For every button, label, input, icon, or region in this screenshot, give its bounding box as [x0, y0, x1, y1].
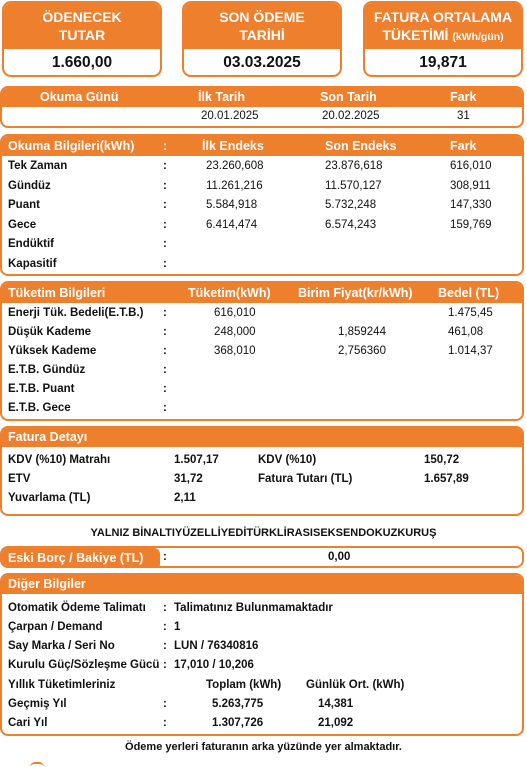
- invoice-total-value: 1.657,89: [424, 473, 469, 485]
- consumption-section: [0, 281, 524, 421]
- yearly-row-colon: :: [163, 717, 167, 729]
- consumption-header-unit-price: Birim Fiyat(kr/kWh): [298, 286, 413, 300]
- yearly-header-daily: Günlük Ort. (kWh): [306, 679, 405, 691]
- other-info-row-label: Otomatik Ödeme Talimatı: [8, 602, 146, 614]
- yearly-row-label: Cari Yıl: [8, 717, 48, 729]
- kdv-value: 150,72: [424, 454, 460, 466]
- consumption-row-colon: :: [163, 383, 167, 395]
- reading-row-first-index: 23.260,608: [206, 160, 264, 172]
- reading-row-first-index: 5.584,918: [206, 199, 258, 211]
- consumption-row-amount: 1.014,37: [448, 345, 493, 357]
- etv-value: 31,72: [174, 473, 203, 485]
- due-date-value: 03.03.2025: [223, 54, 301, 71]
- consumption-header-amount: Bedel (TL): [438, 286, 500, 300]
- consumption-row-label: E.T.B. Gece: [8, 402, 71, 414]
- amount-in-words: YALNIZ BİNALTIYÜZELLİYEDİTÜRKLİRASISEKSENDOKUZKURUŞ: [90, 527, 437, 539]
- due-title-line1: SON ÖDEME: [219, 9, 305, 25]
- consumption-row-label: Düşük Kademe: [8, 326, 92, 338]
- old-debt-value: 0,00: [328, 551, 351, 563]
- other-info-section: [0, 573, 524, 736]
- invoice-detail-section: [0, 426, 524, 516]
- amount-card: [2, 1, 162, 77]
- reading-info-header-last: Son Endeks: [325, 139, 397, 153]
- reading-info-header-colon: :: [163, 139, 168, 153]
- reading-row-colon: :: [163, 199, 167, 211]
- reading-row-colon: :: [163, 238, 167, 250]
- yearly-row-label: Geçmiş Yıl: [8, 698, 67, 710]
- old-debt-label: Eski Borç / Bakiye (TL): [8, 551, 144, 565]
- consumption-row-amount: 461,08: [448, 326, 484, 338]
- old-debt-section: [0, 546, 524, 568]
- average-title-unit: (kWh/gün): [452, 31, 504, 43]
- yearly-row-total: 1.307,726: [212, 717, 264, 729]
- reading-day-section: [0, 86, 524, 128]
- consumption-row-amount: 1.475,45: [448, 307, 493, 319]
- consumption-row-colon: :: [163, 364, 167, 376]
- other-info-row-value: Talimatınız Bulunmamaktadır: [174, 602, 333, 614]
- reading-day-label: Okuma Günü: [40, 90, 119, 104]
- average-card-header: [365, 3, 521, 49]
- other-info-row-colon: :: [163, 602, 167, 614]
- reading-info-header-diff: Fark: [450, 139, 477, 153]
- consumption-row-label: E.T.B. Gündüz: [8, 364, 86, 376]
- reading-row-first-index: 6.414,474: [206, 218, 258, 231]
- reading-row-label: Endüktif: [8, 238, 54, 250]
- amount-card-header: [4, 3, 160, 49]
- consumption-header-bar: [2, 283, 522, 303]
- other-info-row-value: 17,010 / 10,206: [174, 659, 254, 671]
- reading-row-last-index: 6.574,243: [325, 218, 377, 231]
- consumption-row-colon: :: [163, 326, 167, 338]
- kdv-base-value: 1.507,17: [174, 454, 219, 466]
- average-title-line2-wrap: [365, 26, 521, 46]
- average-value: 19,871: [419, 54, 467, 71]
- consumption-row-colon: :: [163, 307, 167, 319]
- other-info-header-bar: [2, 575, 522, 594]
- average-title-line1: FATURA ORTALAMA: [373, 9, 513, 25]
- other-info-title: Diğer Bilgiler: [8, 577, 86, 591]
- reading-row-last-index: 11.570,127: [325, 179, 382, 192]
- consumption-header-consumption: Tüketim(kWh): [188, 286, 271, 300]
- consumption-row-unit-price: 2,756360: [338, 345, 386, 357]
- consumption-row-consumption: 248,000: [214, 326, 256, 338]
- average-consumption-card: [363, 1, 523, 77]
- consumption-row-consumption: 616,010: [214, 307, 256, 319]
- other-info-row-label: Say Marka / Seri No: [8, 640, 115, 652]
- old-debt-label-bar: [2, 548, 160, 568]
- other-info-row-value: 1: [174, 621, 181, 633]
- other-info-row-value: LUN / 76340816: [174, 640, 259, 652]
- amount-value: 1.660,00: [51, 54, 113, 71]
- reading-row-label: Tek Zaman: [8, 160, 68, 172]
- reading-day-header-diff: Fark: [450, 90, 477, 104]
- yearly-row-total: 5.263,775: [212, 698, 264, 710]
- reading-row-colon: :: [163, 257, 167, 270]
- reading-info-header-first: İlk Endeks: [202, 139, 264, 153]
- average-title-line2: TÜKETİMİ: [382, 27, 449, 43]
- due-date-card: [182, 1, 342, 77]
- other-info-row-colon: :: [163, 640, 167, 652]
- reading-row-label: Gece: [8, 218, 37, 231]
- reading-day-header-bar: [2, 88, 522, 107]
- yearly-header-total: Toplam (kWh): [206, 679, 282, 691]
- rounding-value: 2,11: [174, 492, 196, 504]
- invoice-detail-header-bar: [2, 428, 522, 447]
- kdv-base-label: KDV (%10) Matrahı: [8, 454, 111, 466]
- reading-row-last-index: 23.876,618: [325, 160, 383, 172]
- amount-title-line2: TUTAR: [58, 27, 106, 43]
- yearly-row-daily: 14,381: [318, 698, 354, 710]
- etv-label: ETV: [8, 473, 31, 485]
- invoice-detail-title: Fatura Detayı: [8, 430, 88, 444]
- due-title-line2: TARİHİ: [239, 27, 285, 43]
- reading-row-diff: 147,330: [450, 199, 492, 211]
- reading-day-last-date: 20.02.2025: [322, 110, 380, 122]
- reading-row-diff: 308,911: [450, 179, 491, 192]
- other-info-row-label: Kurulu Güç/Sözleşme Gücü: [8, 659, 160, 671]
- kdv-label: KDV (%10): [258, 454, 317, 466]
- reading-row-diff: 159,769: [450, 218, 492, 231]
- yearly-row-daily: 21,092: [318, 717, 354, 729]
- consumption-row-colon: :: [163, 345, 167, 357]
- reading-row-label: Kapasitif: [8, 257, 57, 270]
- reading-row-colon: :: [163, 218, 167, 231]
- reading-info-section: [0, 134, 524, 276]
- reading-row-colon: :: [163, 179, 167, 192]
- reading-row-last-index: 5.732,248: [325, 199, 377, 211]
- reading-info-header-bar: [2, 136, 522, 156]
- amount-title-line1: ÖDENECEK: [42, 9, 122, 25]
- consumption-row-consumption: 368,010: [214, 345, 256, 357]
- other-info-row-colon: :: [163, 621, 167, 633]
- reading-day-diff: 31: [457, 110, 470, 122]
- old-debt-colon: :: [163, 551, 167, 563]
- yearly-row-colon: :: [163, 698, 167, 710]
- reading-row-diff: 616,010: [450, 160, 492, 172]
- consumption-row-colon: :: [163, 402, 167, 414]
- reading-day-first-date: 20.01.2025: [201, 110, 259, 122]
- other-info-row-colon: :: [163, 659, 167, 671]
- consumption-title: Tüketim Bilgileri: [8, 286, 106, 300]
- consumption-row-label: E.T.B. Puant: [8, 383, 75, 395]
- reading-row-label: Gündüz: [8, 179, 51, 192]
- consumption-row-label: Enerji Tük. Bedeli(E.T.B.): [8, 307, 144, 319]
- invoice-total-label: Fatura Tutarı (TL): [258, 473, 353, 485]
- reading-row-colon: :: [163, 160, 167, 172]
- rounding-label: Yuvarlama (TL): [8, 492, 91, 504]
- consumption-row-label: Yüksek Kademe: [8, 345, 97, 357]
- footer-note: Ödeme yerleri faturanın arka yüzünde yer almaktadır.: [125, 741, 402, 753]
- reading-row-first-index: 11.261,216: [206, 179, 263, 192]
- reading-info-title: Okuma Bilgileri(kWh): [8, 139, 135, 153]
- other-info-row-label: Çarpan / Demand: [8, 621, 103, 633]
- reading-row-label: Puant: [8, 199, 40, 211]
- due-date-card-header: [184, 3, 340, 49]
- consumption-row-unit-price: 1,859244: [338, 326, 386, 338]
- orange-corner-mark: [30, 762, 44, 767]
- reading-day-header-last: Son Tarih: [320, 90, 377, 104]
- reading-day-header-first: İlk Tarih: [198, 90, 246, 104]
- yearly-label: Yıllık Tüketimleriniz: [8, 679, 116, 691]
